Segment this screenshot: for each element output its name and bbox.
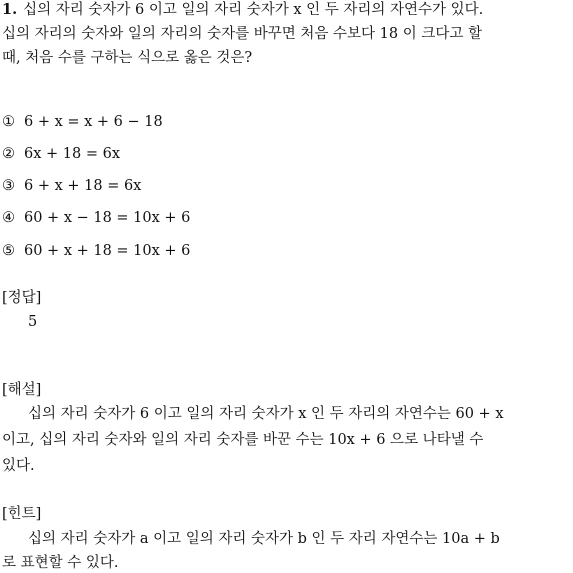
explanation-line-3: 있다. bbox=[2, 458, 35, 474]
choice-2-expr: 6x + 18 = 6x bbox=[24, 146, 120, 162]
explanation-line-2: 이고, 십의 자리 숫자와 일의 자리 숫자를 바꾼 수는 10x + 6 으로 나타낼 수 bbox=[2, 432, 484, 448]
hint-line-1: 십의 자리 숫자가 a 이고 일의 자리 숫자가 b 인 두 자리 자연수는 10a + b bbox=[28, 531, 500, 547]
hint-heading: [힌트] bbox=[2, 506, 42, 522]
choice-2-number: ② bbox=[2, 146, 15, 162]
choice-3[interactable] bbox=[2, 176, 141, 196]
choice-5-expr: 60 + x + 18 = 10x + 6 bbox=[24, 243, 191, 259]
choice-4-expr: 60 + x − 18 = 10x + 6 bbox=[24, 210, 191, 226]
choice-2[interactable] bbox=[2, 144, 120, 164]
choice-3-number: ③ bbox=[2, 178, 15, 194]
question-line-2: 십의 자리의 숫자와 일의 자리의 숫자를 바꾸면 처음 수보다 18 이 크다고 할 bbox=[2, 26, 482, 42]
choice-3-expr: 6 + x + 18 = 6x bbox=[24, 178, 142, 194]
choice-5[interactable] bbox=[2, 241, 190, 261]
choice-1-expr: 6 + x = x + 6 − 18 bbox=[24, 114, 163, 130]
question-line-3: 때, 처음 수를 구하는 식으로 옳은 것은? bbox=[2, 50, 253, 66]
answer-value: 5 bbox=[28, 314, 38, 330]
question-number: 1. bbox=[2, 1, 18, 18]
choice-1[interactable] bbox=[2, 112, 163, 132]
explanation-line-1: 십의 자리 숫자가 6 이고 일의 자리 숫자가 x 인 두 자리의 자연수는 60 + x bbox=[28, 406, 504, 422]
hint-line-2: 로 표현할 수 있다. bbox=[2, 555, 119, 571]
choice-1-number: ① bbox=[2, 114, 15, 130]
answer-heading: [정답] bbox=[2, 290, 42, 306]
question-text-1: 십의 자리 숫자가 6 이고 일의 자리 숫자가 x 인 두 자리의 자연수가 있다. bbox=[23, 2, 484, 18]
explanation-heading: [해설] bbox=[2, 382, 42, 398]
choice-4-number: ④ bbox=[2, 210, 15, 226]
question-line-1 bbox=[2, 0, 483, 20]
choice-4[interactable] bbox=[2, 208, 190, 228]
choice-5-number: ⑤ bbox=[2, 243, 15, 259]
